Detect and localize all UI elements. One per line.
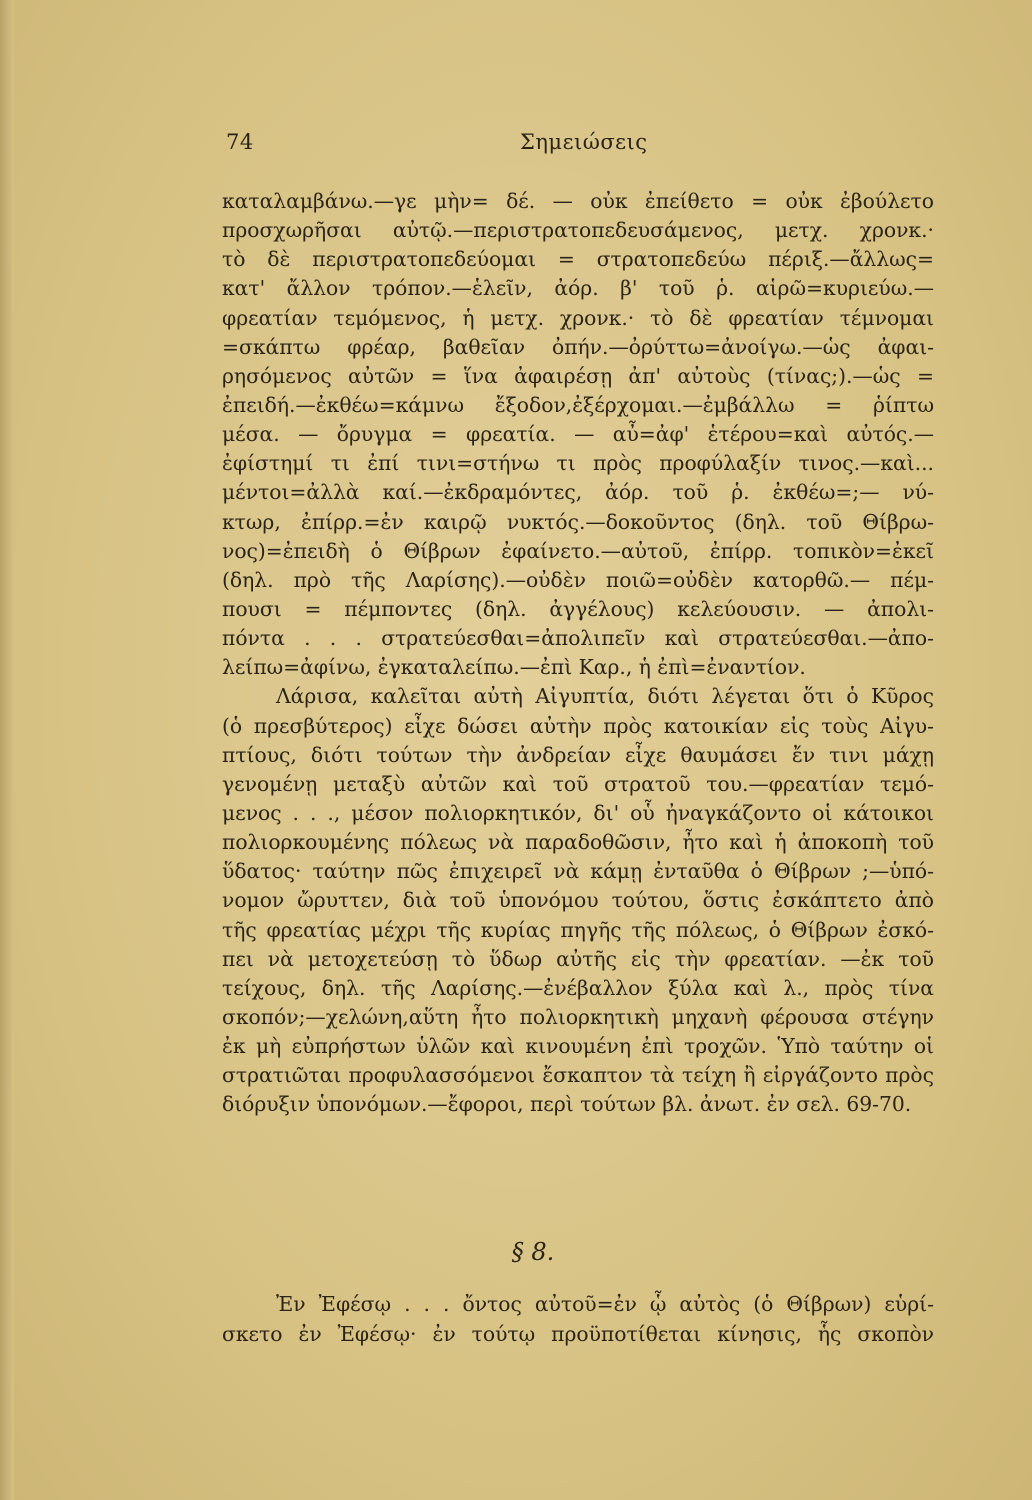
text-line: καταλαμβάνω.—γε μὴν= δέ. — οὐκ ἐπείθετο = οὐκ ἐβούλετο: [222, 189, 934, 213]
text-line: κατ' ἄλλον τρόπον.—ἑλεῖν, ἀόρ. β' τοῦ ῥ. αἱρῶ=κυριεύω.—: [222, 276, 934, 301]
text-line: τῆς φρεατίας μέχρι τῆς κυρίας πηγῆς τῆς πόλεως, ὁ Θίβρων ἐσκό-: [222, 917, 934, 942]
text-line: γενομένῃ μεταξὺ αὐτῶν καὶ τοῦ στρατοῦ του.—φρεατίαν τεμό-: [222, 771, 934, 796]
text-line: ρησόμενος αὐτῶν = ἵνα ἀφαιρέσῃ ἀπ' αὐτοὺς (τίνας;).—ὡς =: [222, 363, 934, 388]
running-head: Σημειώσεις: [520, 130, 648, 154]
paragraph-1: [222, 187, 934, 682]
text-line: διόρυξιν ὑπονόμων.—ἔφοροι, περὶ τούτων βλ. ἀνωτ. ἐν σελ. 69-70.: [222, 1092, 912, 1117]
text-line: (ὁ πρεσβύτερος) εἶχε δώσει αὐτὴν πρὸς κατοικίαν εἰς τοὺς Αἰγυ-: [222, 713, 934, 738]
text-line: στρατιῶται προφυλασσόμενοι ἔσκαπτον τὰ τείχη ἢ εἰργάζοντο πρὸς: [222, 1063, 934, 1088]
text-line: ἐπειδή.—ἐκθέω=κάμνω ἔξοδον,ἐξέρχομαι.—ἐμβάλλω = ῥίπτω: [222, 392, 934, 417]
text-line: Λάρισα, καλεῖται αὐτὴ Αἰγυπτία, διότι λέγεται ὅτι ὁ Κῦρος: [276, 684, 934, 709]
notes-text: [222, 187, 934, 1120]
text-line: (δηλ. πρὸ τῆς Λαρίσης).—οὐδὲν ποιῶ=οὐδὲν κατορθῶ.— πέμ-: [222, 567, 934, 592]
text-line: νομον ὤρυττεν, διὰ τοῦ ὑπονόμου τούτου, ὅστις ἐσκάπτετο ἀπὸ: [222, 888, 934, 913]
text-line: κτωρ, ἐπίρρ.=ἐν καιρῷ νυκτός.—δοκοῦντος (δηλ. τοῦ Θίβρω-: [222, 509, 934, 534]
text-line: φρεατίαν τεμόμενος, ἡ μετχ. χρονκ.· τὸ δὲ φρεατίαν τέμνομαι: [222, 305, 934, 330]
text-line: πουσι = πέμποντες (δηλ. ἀγγέλους) κελεύουσιν. — ἀπολι-: [222, 596, 934, 621]
text-line: ἐκ μὴ εὐπρήστων ὑλῶν καὶ κινουμένη ἐπὶ τροχῶν. Ὑπὸ ταύτην οἱ: [222, 1034, 934, 1059]
text-line: μέντοι=ἀλλὰ καί.—ἐκδραμόντες, ἀόρ. τοῦ ῥ. ἐκθέω=;— νύ-: [222, 480, 934, 505]
text-line: πόντα . . . στρατεύεσθαι=ἀπολιπεῖν καὶ στρατεύεσθαι.—ἀπο-: [222, 626, 934, 651]
page-number: 74: [226, 130, 254, 154]
text-line: μενος . . ., μέσον πολιορκητικόν, δι' οὗ ἠναγκάζοντο οἱ κάτοικοι: [222, 800, 934, 825]
paragraph-2: [222, 682, 934, 1119]
text-line: σκοπόν;—χελώνη,αὕτη ἦτο πολιορκητικὴ μηχανὴ φέρουσα στέγην: [222, 1004, 934, 1029]
text-line: πολιορκουμένης πόλεως νὰ παραδοθῶσιν, ἦτο καὶ ἡ ἀποκοπὴ τοῦ: [222, 830, 934, 855]
binding-shadow: [0, 0, 14, 1500]
text-line: ἐφίστημί τι ἐπί τινι=στήνω τι πρὸς προφύλαξίν τινος.—καὶ...: [222, 451, 934, 476]
text-line: λείπω=ἀφίνω, ἐγκαταλείπω.—ἐπὶ Καρ., ἡ ἐπὶ=ἐναντίον.: [222, 655, 806, 680]
text-line: μέσα. — ὄρυγμα = φρεατία. — αὖ=ἀφ' ἑτέρου=καὶ αὐτός.—: [222, 422, 934, 447]
text-line: ὕδατος· ταύτην πῶς ἐπιχειρεῖ νὰ κάμῃ ἐνταῦθα ὁ Θίβρων ;—ὑπό-: [222, 859, 934, 884]
text-line: νος)=ἐπειδὴ ὁ Θίβρων ἐφαίνετο.—αὐτοῦ, ἐπίρρ. τοπικὸν=ἐκεῖ: [222, 538, 934, 563]
text-line: =σκάπτω φρέαρ, βαθεῖαν ὀπήν.—ὀρύττω=ἀνοίγω.—ὡς ἀφαι-: [222, 334, 934, 359]
text-line: πει νὰ μετοχετεύσῃ τὸ ὕδωρ αὐτῆς εἰς τὴν φρεατίαν. —ἐκ τοῦ: [222, 946, 934, 971]
text-line: πτίους, διότι τούτων τὴν ἀνδρείαν εἶχε θαυμάσει ἔν τινι μάχῃ: [222, 742, 934, 767]
text-line: σκετο ἐν Ἐφέσῳ· ἐν τούτῳ προϋποτίθεται κίνησις, ἧς σκοπὸν: [222, 1321, 934, 1346]
section-heading: § 8.: [511, 1238, 555, 1266]
text-line: προσχωρῆσαι αὐτῷ.—περιστρατοπεδευσάμενος, μετχ. χρονκ.·: [222, 218, 934, 243]
paragraph-3: [222, 1290, 934, 1349]
text-line: τείχους, δηλ. τῆς Λαρίσης.—ἐνέβαλλον ξύλα καὶ λ., πρὸς τίνα: [222, 975, 934, 1000]
text-line: τὸ δὲ περιστρατοπεδεύομαι = στρατοπεδεύω πέριξ.—ἄλλως=: [222, 247, 934, 272]
text-line: Ἐν Ἐφέσῳ . . . ὄντος αὐτοῦ=ἐν ᾧ αὐτὸς (ὁ Θίβρων) εὑρί-: [276, 1292, 934, 1316]
